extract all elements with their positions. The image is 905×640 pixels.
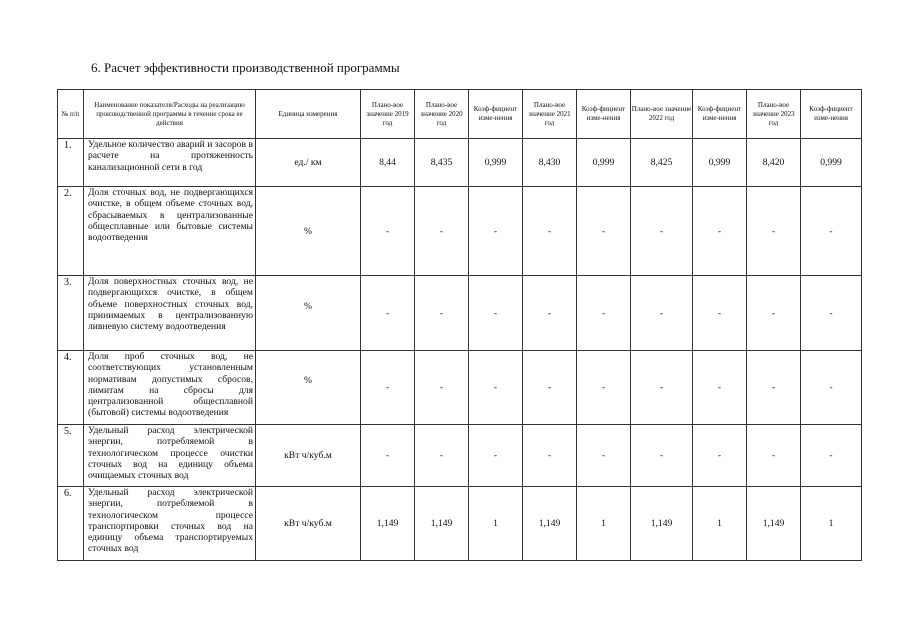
value-cell: 1,149: [523, 487, 577, 561]
value-cell: -: [631, 425, 693, 487]
header-coef-2023: Коэф-фициент изме-нения: [801, 90, 862, 139]
value-cell: -: [415, 187, 469, 276]
page-title: 6. Расчет эффективности производственной программы: [91, 60, 400, 75]
row-number: 6.: [58, 487, 84, 561]
value-cell: -: [577, 351, 631, 425]
value-cell: -: [523, 187, 577, 276]
value-cell: 0,999: [469, 139, 523, 187]
value-cell: -: [693, 276, 747, 351]
value-cell: 1: [577, 487, 631, 561]
unit-cell: [256, 351, 361, 425]
value-cell: 0,999: [801, 139, 862, 187]
header-plan-2021: Плано-вое значение 2021 год: [523, 90, 577, 139]
header-unit: Единица измерения: [256, 90, 361, 139]
header-plan-2023: Плано-вое значение 2023 год: [747, 90, 801, 139]
unit-cell: [256, 139, 361, 187]
value-cell: 1,149: [631, 487, 693, 561]
header-coef-2020: Коэф-фициент изме-нения: [469, 90, 523, 139]
unit-text: %: [304, 300, 312, 312]
value-cell: -: [415, 351, 469, 425]
value-cell: 1: [801, 487, 862, 561]
value-cell: -: [469, 276, 523, 351]
header-num: № п/п: [58, 90, 84, 139]
table-row: [58, 425, 862, 487]
value-cell: 1,149: [415, 487, 469, 561]
value-cell: 8,430: [523, 139, 577, 187]
value-cell: -: [801, 425, 862, 487]
value-cell: -: [415, 276, 469, 351]
header-plan-2022: Плано-вое значение 2022 год: [631, 90, 693, 139]
value-cell: 1: [693, 487, 747, 561]
value-cell: 8,435: [415, 139, 469, 187]
value-cell: -: [361, 187, 415, 276]
value-cell: -: [577, 276, 631, 351]
indicator-name: Доля поверхностных сточных вод, не подвергающихся очистке, в общем объеме поверхностных сточных вод, принимаемых в централизованную ливневую систему водоотведения: [84, 276, 256, 351]
value-cell: -: [361, 276, 415, 351]
unit-text: ед./ км: [294, 157, 322, 168]
unit-cell: [256, 187, 361, 276]
unit-cell: [256, 425, 361, 487]
table-row: [58, 139, 862, 187]
value-cell: -: [747, 187, 801, 276]
value-cell: -: [469, 351, 523, 425]
indicator-name: Доля проб сточных вод, не соответствующих установленным нормативам допустимых сбросов, лимитам на сбросы для централизованной общесплавной (бытовой) системы водоотведения: [84, 351, 256, 425]
value-cell: -: [801, 187, 862, 276]
row-number: 2.: [58, 187, 84, 276]
header-plan-2019: Плано-вое значение 2019 год: [361, 90, 415, 139]
value-cell: -: [801, 351, 862, 425]
table-row: [58, 187, 862, 276]
value-cell: -: [747, 276, 801, 351]
value-cell: -: [631, 276, 693, 351]
row-number: 3.: [58, 276, 84, 351]
efficiency-table: [57, 89, 862, 561]
value-cell: -: [693, 351, 747, 425]
value-cell: 0,999: [577, 139, 631, 187]
unit-text: кВт ч/куб.м: [284, 518, 332, 529]
value-cell: -: [577, 425, 631, 487]
table-row: [58, 276, 862, 351]
header-coef-2022: Коэф-фициент изме-нения: [693, 90, 747, 139]
indicator-name: Удельное количество аварий и засоров в расчете на протяженность канализационной сети в год: [84, 139, 256, 187]
indicator-name: Удельный расход электрической энергии, потребляемой в технологическом процессе очистки сточных вод на единицу объема очищаемых сточных вод: [84, 425, 256, 487]
value-cell: 8,44: [361, 139, 415, 187]
row-number: 4.: [58, 351, 84, 425]
table-row: [58, 351, 862, 425]
value-cell: -: [801, 276, 862, 351]
unit-text: %: [304, 225, 312, 237]
value-cell: -: [693, 425, 747, 487]
value-cell: -: [631, 187, 693, 276]
value-cell: 1,149: [361, 487, 415, 561]
value-cell: 8,420: [747, 139, 801, 187]
value-cell: 8,425: [631, 139, 693, 187]
value-cell: 0,999: [693, 139, 747, 187]
value-cell: -: [523, 351, 577, 425]
unit-cell: [256, 487, 361, 561]
indicator-name: Доля сточных вод, не подвергающихся очистке, в общем объеме сточных вод, сбрасываемых в централизованные общесплавные или бытовые системы водоотведения: [84, 187, 256, 276]
value-cell: -: [469, 187, 523, 276]
table-header-row: [58, 90, 862, 139]
value-cell: -: [415, 425, 469, 487]
value-cell: 1: [469, 487, 523, 561]
header-coef-2021: Коэф-фициент изме-нения: [577, 90, 631, 139]
value-cell: 1,149: [747, 487, 801, 561]
value-cell: -: [361, 351, 415, 425]
value-cell: -: [523, 425, 577, 487]
header-name: Наименование показателя/Расходы на реализацию производственной программы в течение срока ее действия: [84, 90, 256, 139]
unit-text: %: [304, 375, 312, 386]
unit-cell: [256, 276, 361, 351]
header-plan-2020: Плано-вое значение 2020 год: [415, 90, 469, 139]
value-cell: -: [631, 351, 693, 425]
row-number: 1.: [58, 139, 84, 187]
value-cell: -: [747, 351, 801, 425]
value-cell: -: [523, 276, 577, 351]
row-number: 5.: [58, 425, 84, 487]
value-cell: -: [747, 425, 801, 487]
table-row: [58, 487, 862, 561]
indicator-name: Удельный расход электрической энергии, потребляемой в технологическом процессе транспортировки сточных вод на единицу объема транспортируемых сточных вод: [84, 487, 256, 561]
value-cell: -: [577, 187, 631, 276]
value-cell: -: [693, 187, 747, 276]
value-cell: -: [361, 425, 415, 487]
value-cell: -: [469, 425, 523, 487]
unit-text: кВт ч/куб.м: [284, 450, 332, 461]
